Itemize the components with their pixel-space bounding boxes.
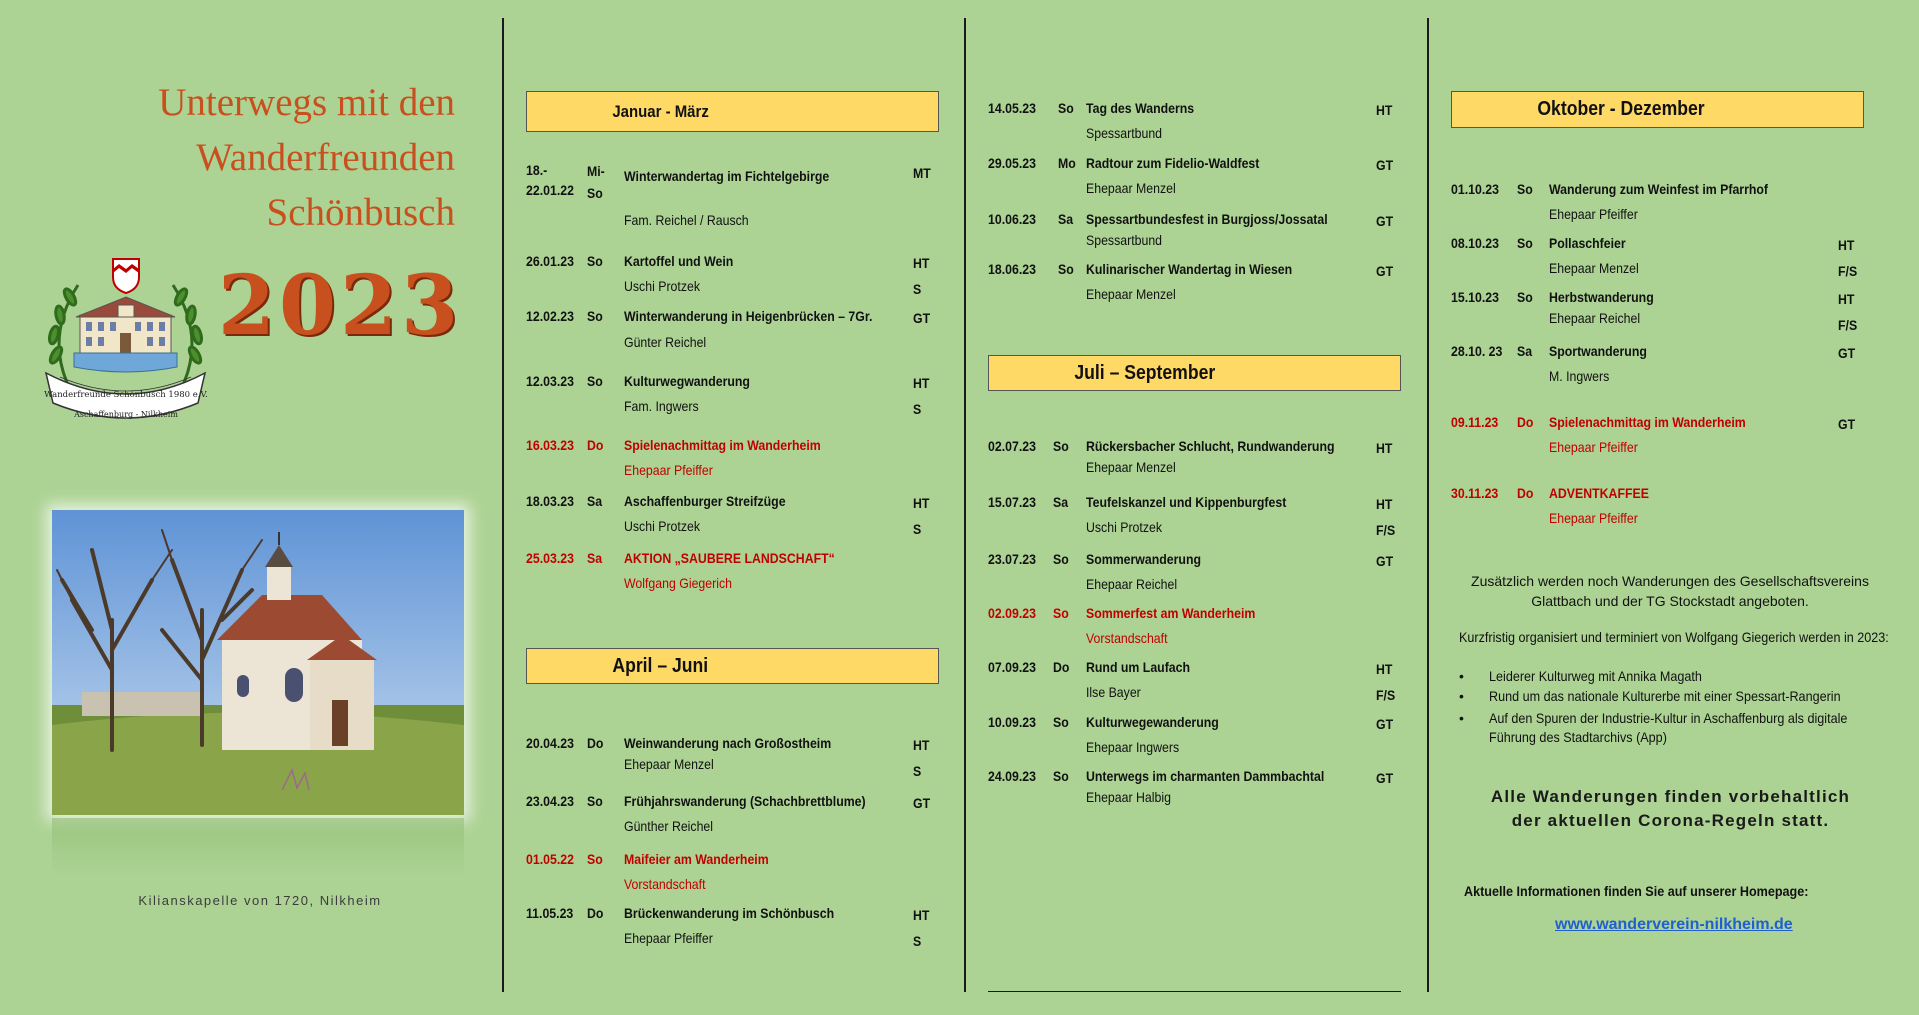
short-notice-intro: Kurzfristig organisiert und terminiert von Wolfgang Giegerich werden in 2023: xyxy=(1459,629,1889,645)
event-organizer: Ehepaar Pfeiffer xyxy=(1549,510,1638,526)
event-title: Spielenachmittag im Wanderheim xyxy=(1549,414,1746,430)
event-row xyxy=(526,851,946,901)
event-title: Sportwanderung xyxy=(1549,343,1647,359)
event-weekday: So xyxy=(1053,768,1069,784)
column-divider-1 xyxy=(502,18,504,992)
event-date: 11.05.23 xyxy=(526,905,574,921)
event-date: 15.10.23 xyxy=(1451,289,1499,305)
section-header-q3: Juli – September xyxy=(988,355,1401,391)
event-row xyxy=(526,493,946,543)
event-organizer: Ehepaar Reichel xyxy=(1086,576,1178,592)
event-date: 25.03.23 xyxy=(526,550,574,566)
event-type-code: GT xyxy=(1376,213,1394,229)
event-organizer: Spessartbund xyxy=(1086,125,1163,141)
event-row xyxy=(526,793,946,843)
event-organizer: M. Ingwers xyxy=(1549,368,1610,384)
event-row xyxy=(988,768,1408,818)
event-row xyxy=(988,438,1408,488)
event-row xyxy=(1451,289,1871,339)
event-type-code: HT xyxy=(1376,102,1393,118)
event-row xyxy=(526,905,946,955)
svg-text:Wanderfreunde Schönbusch 1980: Wanderfreunde Schönbusch 1980 e.V. xyxy=(44,390,208,400)
event-organizer: Spessartbund xyxy=(1086,232,1163,248)
event-date: 01.10.23 xyxy=(1451,181,1499,197)
title-line-1: Unterwegs mit den xyxy=(158,81,455,124)
event-weekday: So xyxy=(1517,181,1533,197)
event-title: Herbstwanderung xyxy=(1549,289,1654,305)
event-row xyxy=(1451,343,1871,393)
event-title: Wanderung zum Weinfest im Pfarrhof xyxy=(1549,181,1769,197)
event-organizer: Günther Reichel xyxy=(624,818,714,834)
homepage-label: Aktuelle Informationen finden Sie auf unserer Homepage: xyxy=(1464,883,1809,899)
event-organizer: Uschi Protzek xyxy=(624,278,700,294)
event-weekday: So xyxy=(587,253,603,269)
corona-notice: Alle Wanderungen finden vorbehaltlich der aktuellen Corona-Regeln statt. xyxy=(1490,787,1851,830)
event-title: ADVENTKAFFEE xyxy=(1549,485,1649,501)
event-weekday: Sa xyxy=(1517,343,1533,359)
event-title: Tag des Wanderns xyxy=(1086,100,1195,116)
event-title: Unterwegs im charmanten Dammbachtal xyxy=(1086,768,1325,784)
additional-note: Zusätzlich werden noch Wanderungen des Gesellschaftsvereins Glattbach und der TG Stockstadt angeboten. xyxy=(1471,573,1869,609)
event-type-code: HT F/S xyxy=(1376,661,1396,703)
event-title: Radtour zum Fidelio-Waldfest xyxy=(1086,155,1260,171)
event-weekday: So xyxy=(587,308,603,324)
event-date: 16.03.23 xyxy=(526,437,574,453)
event-row xyxy=(988,211,1408,261)
event-title: Maifeier am Wanderheim xyxy=(624,851,769,867)
event-date: 29.05.23 xyxy=(988,155,1036,171)
event-type-code: GT xyxy=(913,310,931,326)
event-organizer: Ehepaar Menzel xyxy=(1086,180,1176,196)
event-row xyxy=(988,714,1408,764)
event-type-code: HT S xyxy=(913,255,930,297)
section-header-q2: April – Juni xyxy=(526,648,939,684)
event-date: 08.10.23 xyxy=(1451,235,1499,251)
event-weekday: Do xyxy=(587,735,604,751)
event-organizer: Uschi Protzek xyxy=(624,518,700,534)
event-weekday: Do xyxy=(587,437,604,453)
event-row xyxy=(988,605,1408,655)
event-organizer: Ehepaar Menzel xyxy=(1549,260,1639,276)
event-row xyxy=(988,659,1408,709)
event-date: 02.07.23 xyxy=(988,438,1036,454)
event-title: Sommerwanderung xyxy=(1086,551,1202,567)
event-date: 10.09.23 xyxy=(988,714,1036,730)
event-row xyxy=(1451,485,1871,535)
event-title: Aschaffenburger Streifzüge xyxy=(624,493,786,509)
event-organizer: Fam. Ingwers xyxy=(624,398,699,414)
event-row xyxy=(988,494,1408,544)
event-type-code: HT F/S xyxy=(1838,237,1858,279)
event-date: 26.01.23 xyxy=(526,253,574,269)
event-row xyxy=(526,373,946,423)
event-weekday: Mo xyxy=(1058,155,1076,171)
event-type-code: MT xyxy=(913,165,931,181)
event-organizer: Ilse Bayer xyxy=(1086,684,1141,700)
event-weekday: So xyxy=(587,793,603,809)
event-date: 20.04.23 xyxy=(526,735,574,751)
year-heading: 2023 xyxy=(218,258,463,354)
event-organizer: Fam. Reichel / Rausch xyxy=(624,212,749,228)
event-type-code: GT xyxy=(1838,416,1856,432)
event-title: Sommerfest am Wanderheim xyxy=(1086,605,1256,621)
event-row xyxy=(1451,414,1871,464)
event-weekday: So xyxy=(587,851,603,867)
event-type-code: GT xyxy=(1376,716,1394,732)
event-title: Spielenachmittag im Wanderheim xyxy=(624,437,821,453)
event-row xyxy=(526,253,946,303)
event-weekday: So xyxy=(1053,605,1069,621)
photo-reflection xyxy=(52,818,464,878)
event-organizer: Ehepaar Pfeiffer xyxy=(624,930,713,946)
event-organizer: Ehepaar Halbig xyxy=(1086,789,1171,805)
event-title: Kartoffel und Wein xyxy=(624,253,734,269)
event-type-code: GT xyxy=(1376,770,1394,786)
event-title: Weinwanderung nach Großostheim xyxy=(624,735,832,751)
event-title: Rückersbacher Schlucht, Rundwanderung xyxy=(1086,438,1335,454)
event-date: 18.06.23 xyxy=(988,261,1036,277)
event-organizer: Ehepaar Pfeiffer xyxy=(624,462,713,478)
event-weekday: Mi- So xyxy=(587,163,605,201)
event-date: 24.09.23 xyxy=(988,768,1036,784)
event-row xyxy=(526,162,946,228)
event-date: 30.11.23 xyxy=(1451,485,1499,501)
event-title: Spessartbundesfest in Burgjoss/Jossatal xyxy=(1086,211,1328,227)
event-date: 12.02.23 xyxy=(526,308,574,324)
event-title: Winterwandertag im Fichtelgebirge xyxy=(624,168,830,184)
event-organizer: Ehepaar Ingwers xyxy=(1086,739,1180,755)
column-divider-3 xyxy=(1427,18,1429,992)
event-type-code: GT xyxy=(1838,345,1856,361)
event-date: 07.09.23 xyxy=(988,659,1036,675)
event-date: 23.07.23 xyxy=(988,551,1036,567)
event-date: 01.05.22 xyxy=(526,851,574,867)
event-weekday: Do xyxy=(1517,485,1534,501)
event-type-code: GT xyxy=(1376,157,1394,173)
section-header-q4: Oktober - Dezember xyxy=(1451,91,1864,128)
column-divider-2 xyxy=(964,18,966,992)
event-weekday: Sa xyxy=(1058,211,1074,227)
chapel-photo-icon xyxy=(52,510,464,815)
event-title: Frühjahrswanderung (Schachbrettblume) xyxy=(624,793,866,809)
event-organizer: Ehepaar Menzel xyxy=(1086,459,1176,475)
event-title: Rund um Laufach xyxy=(1086,659,1191,675)
event-organizer: Ehepaar Menzel xyxy=(624,756,714,772)
event-date: 14.05.23 xyxy=(988,100,1036,116)
event-title: Brückenwanderung im Schönbusch xyxy=(624,905,835,921)
event-title: Winterwanderung in Heigenbrücken – 7Gr. xyxy=(624,308,873,324)
event-organizer: Uschi Protzek xyxy=(1086,519,1162,535)
event-date: 12.03.23 xyxy=(526,373,574,389)
bottom-rule xyxy=(988,991,1401,992)
event-row xyxy=(526,437,946,487)
event-row xyxy=(526,550,946,600)
event-type-code: HT S xyxy=(913,907,930,949)
event-date: 10.06.23 xyxy=(988,211,1036,227)
event-date: 18.03.23 xyxy=(526,493,574,509)
photo-caption: Kilianskapelle von 1720, Nilkheim xyxy=(138,893,382,908)
event-row xyxy=(526,308,946,358)
event-title: Kulturwegewanderung xyxy=(1086,714,1219,730)
event-weekday: Sa xyxy=(1053,494,1069,510)
event-type-code: GT xyxy=(1376,553,1394,569)
event-title: AKTION „SAUBERE LANDSCHAFT“ xyxy=(624,550,835,566)
brochure-title xyxy=(60,75,455,240)
event-weekday: So xyxy=(1517,289,1533,305)
event-date: 15.07.23 xyxy=(988,494,1036,510)
title-line-2: Wanderfreunden xyxy=(196,136,455,179)
event-type-code: HT F/S xyxy=(1376,496,1396,538)
event-date: 23.04.23 xyxy=(526,793,574,809)
homepage-link[interactable]: www.wanderverein-nilkheim.de xyxy=(1555,916,1793,933)
event-organizer: Vorstandschaft xyxy=(624,876,706,892)
event-weekday: So xyxy=(1058,261,1074,277)
event-organizer: Vorstandschaft xyxy=(1086,630,1168,646)
event-type-code: GT xyxy=(913,795,931,811)
event-type-code: HT S xyxy=(913,375,930,417)
event-weekday: Do xyxy=(587,905,604,921)
event-row xyxy=(988,261,1408,311)
event-organizer: Ehepaar Pfeiffer xyxy=(1549,206,1638,222)
svg-text:Aschaffenburg - Nilkheim: Aschaffenburg - Nilkheim xyxy=(74,410,178,419)
event-row xyxy=(988,100,1408,150)
event-title: Kulturwegwanderung xyxy=(624,373,750,389)
event-weekday: So xyxy=(1517,235,1533,251)
event-weekday: So xyxy=(1058,100,1074,116)
event-weekday: So xyxy=(1053,438,1069,454)
event-date: 09.11.23 xyxy=(1451,414,1499,430)
event-organizer: Ehepaar Reichel xyxy=(1549,310,1641,326)
event-type-code: GT xyxy=(1376,263,1394,279)
event-title: Pollaschfeier xyxy=(1549,235,1626,251)
event-weekday: So xyxy=(1053,551,1069,567)
event-organizer: Ehepaar Menzel xyxy=(1086,286,1176,302)
event-weekday: Sa xyxy=(587,550,603,566)
event-type-code: HT S xyxy=(913,495,930,537)
event-organizer: Günter Reichel xyxy=(624,334,707,350)
club-crest-icon xyxy=(38,255,213,430)
event-date: 18.- 22.01.22 xyxy=(526,162,574,198)
event-type-code: HT F/S xyxy=(1838,291,1858,333)
event-weekday: So xyxy=(1053,714,1069,730)
event-row xyxy=(1451,181,1871,231)
event-organizer: Ehepaar Pfeiffer xyxy=(1549,439,1638,455)
event-row xyxy=(988,551,1408,601)
section-header-q1: Januar - März xyxy=(526,91,939,132)
event-organizer: Wolfgang Giegerich xyxy=(624,575,732,591)
event-type-code: HT S xyxy=(913,737,930,779)
event-weekday: So xyxy=(587,373,603,389)
event-type-code: HT xyxy=(1376,440,1393,456)
event-weekday: Sa xyxy=(587,493,603,509)
event-title: Kulinarischer Wandertag in Wiesen xyxy=(1086,261,1293,277)
event-row xyxy=(526,735,946,785)
event-date: 28.10. 23 xyxy=(1451,343,1503,359)
event-date: 02.09.23 xyxy=(988,605,1036,621)
event-row xyxy=(988,155,1408,205)
event-row xyxy=(1451,235,1871,285)
title-line-3: Schönbusch xyxy=(266,191,455,234)
event-weekday: Do xyxy=(1053,659,1070,675)
event-weekday: Do xyxy=(1517,414,1534,430)
event-title: Teufelskanzel und Kippenburgfest xyxy=(1086,494,1287,510)
